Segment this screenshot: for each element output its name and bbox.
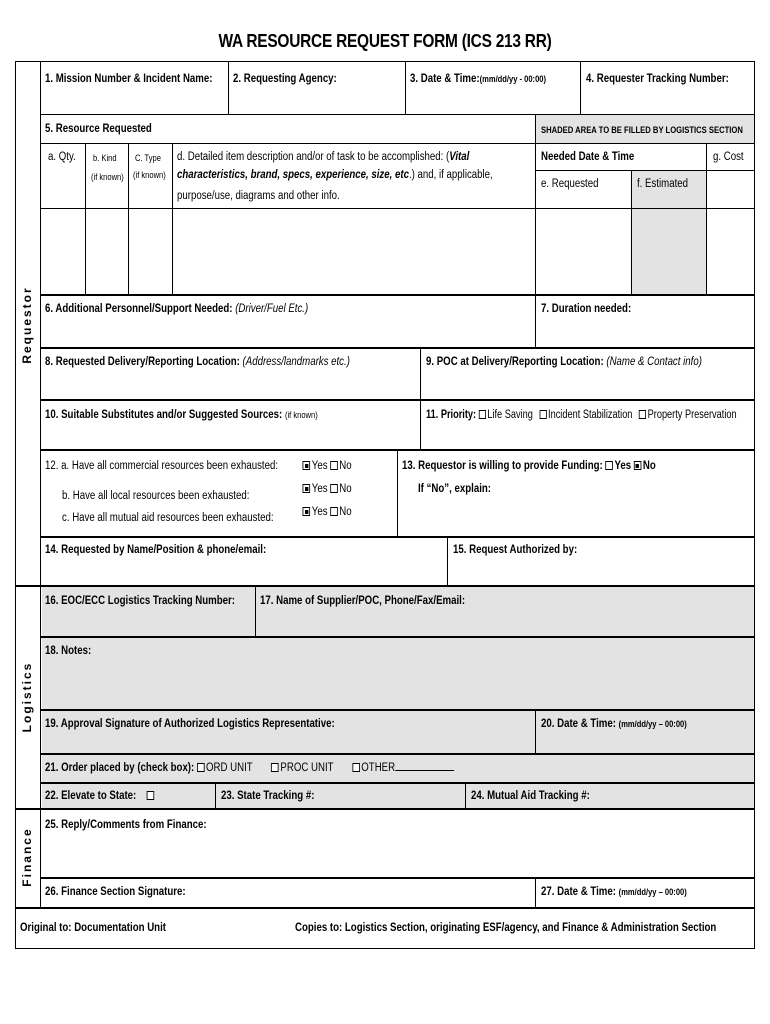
field-12b-label: b. Have all local resources been exhausted: [62, 490, 250, 502]
rule [40, 208, 755, 209]
field-22-text: 22. Elevate to State: [45, 790, 137, 802]
field-2-label: 2. Requesting Agency: [233, 73, 337, 85]
field-8-hint: (Address/landmarks etc.) [242, 356, 350, 368]
rule [40, 877, 755, 879]
shaded-estimated-col [631, 208, 706, 294]
field-8-text: 8. Requested Delivery/Reporting Location: [45, 356, 240, 368]
rule [535, 114, 536, 347]
field-18-label: 18. Notes: [45, 645, 92, 657]
col-c-label: C. Type [135, 153, 161, 163]
q12a-yes-label: Yes [311, 460, 328, 472]
form-title: WA RESOURCE REQUEST FORM (ICS 213 RR) [218, 31, 552, 51]
order-other-label: OTHER [361, 762, 396, 774]
q12b-yes-checkbox[interactable] [303, 484, 311, 493]
col-b-label: b. Kind [93, 153, 117, 163]
field-3-label [410, 72, 546, 86]
field-5-label: 5. Resource Requested [45, 123, 152, 135]
order-proc-unit-checkbox[interactable] [271, 763, 279, 772]
col-d-text-2: .) and, if applicable, [408, 169, 493, 181]
field-9-label [426, 355, 702, 369]
section-divider [40, 62, 41, 907]
field-12a-label: 12. a. Have all commercial resources been exhausted: [45, 460, 279, 472]
field-11-text: 11. Priority: [426, 409, 477, 421]
rule [172, 143, 173, 294]
rule [706, 143, 707, 294]
rule [40, 753, 755, 755]
footer-copies: Copies to: Logistics Section, originating ESF/agency, and Finance & Administration Section [295, 922, 717, 934]
q12b-no-label: No [339, 483, 352, 495]
rule [397, 449, 398, 536]
rule [40, 347, 755, 349]
q12a-no-checkbox[interactable] [330, 461, 338, 470]
rule [40, 143, 755, 144]
field-8-label [45, 355, 350, 369]
col-d-label-2 [177, 168, 493, 182]
q12b-no-checkbox[interactable] [330, 484, 338, 493]
field-15-label: 15. Request Authorized by: [453, 544, 578, 556]
field-4-label: 4. Requester Tracking Number: [586, 73, 729, 85]
rule [631, 170, 632, 294]
field-6-hint: (Driver/Fuel Etc.) [235, 303, 309, 315]
field-27-format: (mm/dd/yy – 00:00) [618, 887, 687, 897]
rule [128, 143, 129, 294]
col-d-characteristics: characteristics, brand, specs, experience, size, etc [177, 169, 409, 181]
q12c-yes-label: Yes [311, 506, 328, 518]
col-g-label: g. Cost [713, 151, 744, 163]
field-1-label: 1. Mission Number & Incident Name: [45, 73, 213, 85]
q12c-no-label: No [339, 506, 352, 518]
q13-yes-label: Yes [614, 460, 632, 472]
shaded-area-note: SHADED AREA TO BE FILLED BY LOGISTICS SECTION [541, 125, 743, 135]
section-label-finance: Finance [20, 827, 34, 887]
rule [215, 782, 216, 808]
footer-original: Original to: Documentation Unit [20, 922, 166, 934]
col-e-label: e. Requested [541, 178, 599, 190]
rule [85, 143, 86, 294]
rule [465, 782, 466, 808]
field-25-label: 25. Reply/Comments from Finance: [45, 819, 207, 831]
field-12c-options [300, 505, 352, 519]
field-24-label: 24. Mutual Aid Tracking #: [471, 790, 590, 802]
field-27-label [541, 885, 687, 899]
field-19-label: 19. Approval Signature of Authorized Logistics Representative: [45, 718, 335, 730]
field-20-text: 20. Date & Time: [541, 718, 616, 730]
field-10-text: 10. Suitable Substitutes and/or Suggested Sources: [45, 409, 283, 421]
field-21-label [45, 761, 454, 775]
rule [40, 114, 755, 115]
order-ord-unit-label: ORD UNIT [206, 762, 253, 774]
field-7-label: 7. Duration needed: [541, 303, 632, 315]
q12c-no-checkbox[interactable] [330, 507, 338, 516]
priority-life-saving-label: Life Saving [487, 409, 533, 421]
col-d-label [177, 150, 469, 164]
field-20-format: (mm/dd/yy – 00:00) [618, 719, 687, 729]
priority-incident-stabilization-label: Incident Stabilization [548, 409, 633, 421]
col-c-sub: (if known) [133, 170, 166, 180]
rule [40, 709, 755, 711]
field-16-label: 16. EOC/ECC Logistics Tracking Number: [45, 595, 236, 607]
rule [535, 709, 536, 753]
rule [255, 585, 256, 636]
rule [40, 782, 755, 784]
field-12a-options [300, 459, 352, 473]
rule [40, 294, 755, 296]
q13-no-label: No [642, 460, 656, 472]
col-d-vital: Vital [449, 151, 470, 163]
field-3-format: (mm/dd/yy - 00:00) [479, 74, 547, 84]
field-20-label [541, 717, 687, 731]
field-26-label: 26. Finance Section Signature: [45, 886, 186, 898]
priority-life-saving-checkbox[interactable] [479, 410, 486, 419]
rule [15, 808, 755, 810]
rule [420, 347, 421, 449]
field-17-label: 17. Name of Supplier/POC, Phone/Fax/Email: [260, 595, 466, 607]
field-13-label [402, 459, 656, 473]
col-d-text-1: d. Detailed item description and/or of task to be accomplished: ( [177, 151, 450, 163]
field-14-label: 14. Requested by Name/Position & phone/email: [45, 544, 267, 556]
rule [40, 536, 755, 538]
col-f-label: f. Estimated [637, 178, 689, 190]
field-9-text: 9. POC at Delivery/Reporting Location: [426, 356, 604, 368]
rule [15, 907, 755, 909]
rule [40, 636, 755, 638]
field-10-label [45, 408, 318, 422]
rule [15, 585, 755, 587]
order-other-line[interactable] [395, 761, 454, 771]
field-6-label [45, 302, 308, 316]
field-12b-options [300, 482, 352, 496]
priority-incident-stabilization-checkbox[interactable] [539, 410, 546, 419]
field-13-text: 13. Requestor is willing to provide Funding: [402, 460, 603, 472]
col-a-label: a. Qty. [48, 151, 76, 163]
rule [228, 62, 229, 114]
needed-date-label: Needed Date & Time [541, 151, 635, 163]
field-10-hint: (if known) [284, 410, 318, 420]
priority-property-preservation-checkbox[interactable] [639, 410, 646, 419]
field-23-label: 23. State Tracking #: [221, 790, 315, 802]
col-d-label-3: purpose/use, diagrams and other info. [177, 190, 340, 202]
field-27-text: 27. Date & Time: [541, 886, 616, 898]
section-label-logistics: Logistics [20, 661, 34, 733]
field-6-text: 6. Additional Personnel/Support Needed: [45, 303, 233, 315]
field-21-text: 21. Order placed by (check box): [45, 762, 195, 774]
rule [447, 536, 448, 585]
col-b-sub: (if known) [91, 172, 124, 182]
q12c-yes-checkbox[interactable] [303, 507, 311, 516]
rule [405, 62, 406, 114]
order-proc-unit-label: PROC UNIT [280, 762, 334, 774]
order-other-checkbox[interactable] [352, 763, 360, 772]
field-12c-label: c. Have all mutual aid resources been exhausted: [62, 512, 274, 524]
section-label-requestor: Requestor [20, 286, 34, 364]
rule [535, 877, 536, 907]
q13-no-checkbox[interactable] [634, 461, 642, 470]
field-11-label [426, 408, 737, 422]
rule [535, 170, 755, 171]
rule [40, 399, 755, 401]
field-13-explain: If “No”, explain: [418, 483, 492, 495]
field-22-label [45, 789, 156, 803]
q13-yes-checkbox[interactable] [605, 461, 613, 470]
rule [580, 62, 581, 114]
q12a-no-label: No [339, 460, 352, 472]
q12b-yes-label: Yes [311, 483, 328, 495]
elevate-to-state-checkbox[interactable] [146, 791, 154, 800]
q12a-yes-checkbox[interactable] [303, 461, 311, 470]
field-3-text: 3. Date & Time: [410, 73, 480, 85]
priority-property-preservation-label: Property Preservation [647, 409, 737, 421]
order-ord-unit-checkbox[interactable] [197, 763, 205, 772]
field-9-hint: (Name & Contact info) [606, 356, 702, 368]
